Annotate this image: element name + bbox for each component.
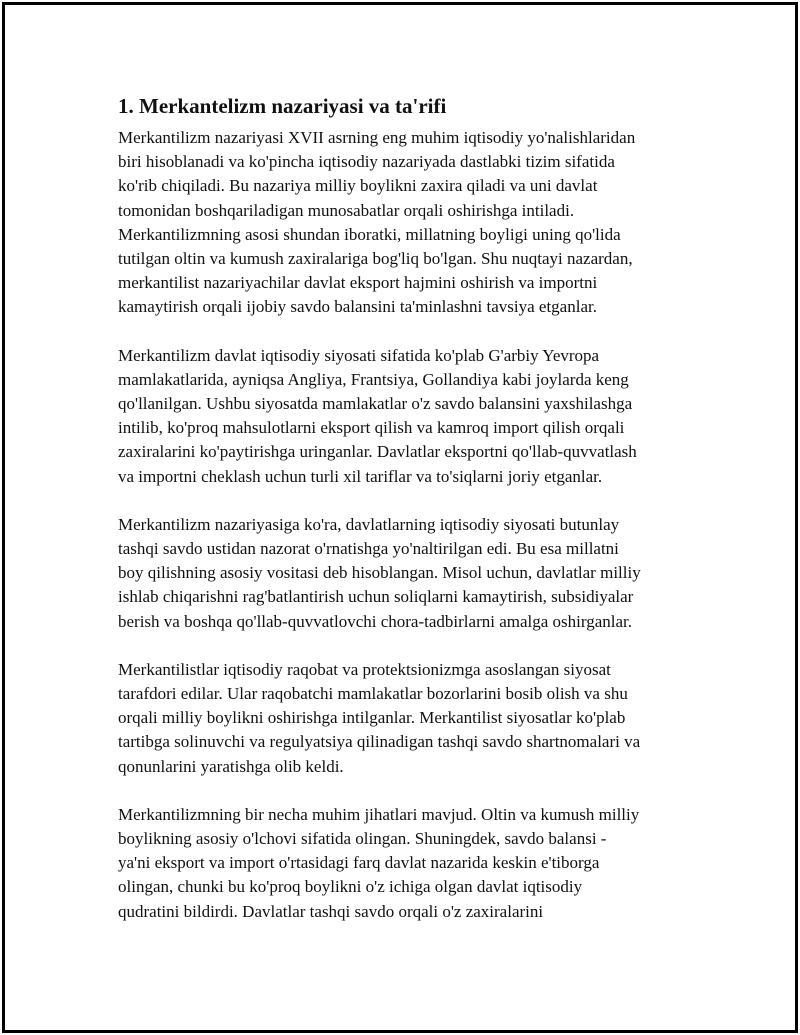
text-line: ishlab chiqarishni rag'batlantirish uchun soliqlarni kamaytirish, subsidiyalar: [118, 587, 634, 607]
text-line: biri hisoblanadi va ko'pincha iqtisodiy nazariyada dastlabki tizim sifatida: [118, 152, 615, 172]
text-line: tartibga solinuvchi va regulyatsiya qilinadigan tashqi savdo shartnomalari va: [118, 732, 641, 752]
paragraph: [118, 513, 693, 634]
text-line: Merkantilizm davlat iqtisodiy siyosati sifatida ko'plab G'arbiy Yevropa: [118, 345, 600, 365]
paragraph-list: [118, 126, 693, 924]
text-line: Merkantilizm nazariyasiga ko'ra, davlatlarning iqtisodiy siyosati butunlay: [118, 514, 620, 534]
text-line: qudratini bildirdi. Davlatlar tashqi savdo orqali o'z zaxiralarini: [118, 901, 544, 921]
paragraph: [118, 658, 693, 779]
text-line: ya'ni eksport va import o'rtasidagi farq davlat nazarida keskin e'tiborga: [118, 853, 600, 873]
text-line: zaxiralarini ko'paytirishga uringanlar. Davlatlar eksportni qo'llab-quvvatlash: [118, 442, 637, 462]
paragraph: [118, 803, 693, 924]
text-line: Merkantilizm nazariyasi XVII asrning eng muhim iqtisodiy yo'nalishlaridan: [118, 128, 636, 147]
text-line: Merkantilizmning asosi shundan iboratki, millatning boyligi uning qo'lida: [118, 224, 621, 244]
paragraph: [118, 126, 693, 320]
text-line: tutilgan oltin va kumush zaxiralariga bog'liq bo'lgan. Shu nuqtayi nazardan,: [118, 249, 633, 269]
text-line: qonunlarini yaratishga olib keldi.: [118, 756, 344, 776]
text-line: orqali milliy boylikni oshirishga intilganlar. Merkantilist siyosatlar ko'plab: [118, 708, 626, 728]
document-body: [118, 92, 693, 948]
text-line: mamlakatlarida, ayniqsa Angliya, Frantsiya, Gollandiya kabi joylarda keng: [118, 369, 629, 389]
section-heading: 1. Merkantelizm nazariyasi va ta'rifi: [118, 94, 447, 118]
text-line: intilib, ko'proq mahsulotlarni eksport qilish va kamroq import qilish orqali: [118, 418, 625, 438]
text-line: qo'llanilgan. Ushbu siyosatda mamlakatlar o'z savdo balansini yaxshilashga: [118, 394, 633, 414]
text-line: boy qilishning asosiy vositasi deb hisoblangan. Misol uchun, davlatlar milliy: [118, 563, 641, 583]
text-line: ko'rib chiqiladi. Bu nazariya milliy boylikni zaxira qiladi va uni davlat: [118, 176, 598, 196]
text-line: merkantilist nazariyachilar davlat eksport hajmini oshirish va importni: [118, 273, 598, 293]
text-line: boylikning asosiy o'lchovi sifatida olingan. Shuningdek, savdo balansi -: [118, 829, 607, 849]
paragraph: [118, 344, 693, 489]
text-line: tarafdori edilar. Ular raqobatchi mamlakatlar bozorlarini bosib olish va shu: [118, 684, 628, 704]
text-line: tomonidan boshqariladigan munosabatlar orqali oshirishga intiladi.: [118, 200, 575, 220]
text-line: va importni cheklash uchun turli xil tariflar va to'siqlarni joriy etganlar.: [118, 466, 603, 486]
text-line: tashqi savdo ustidan nazorat o'rnatishga yo'naltirilgan edi. Bu esa millatni: [118, 539, 619, 559]
text-line: Merkantilizmning bir necha muhim jihatlari mavjud. Oltin va kumush milliy: [118, 804, 640, 824]
text-line: Merkantilistlar iqtisodiy raqobat va protektsionizmga asoslangan siyosat: [118, 659, 611, 679]
text-line: kamaytirish orqali ijobiy savdo balansini ta'minlashni tavsiya etganlar.: [118, 297, 597, 317]
text-line: berish va boshqa qo'llab-quvvatlovchi chora-tadbirlarni amalga oshirganlar.: [118, 611, 633, 631]
text-line: olingan, chunki bu ko'proq boylikni o'z ichiga olgan davlat iqtisodiy: [118, 877, 583, 897]
